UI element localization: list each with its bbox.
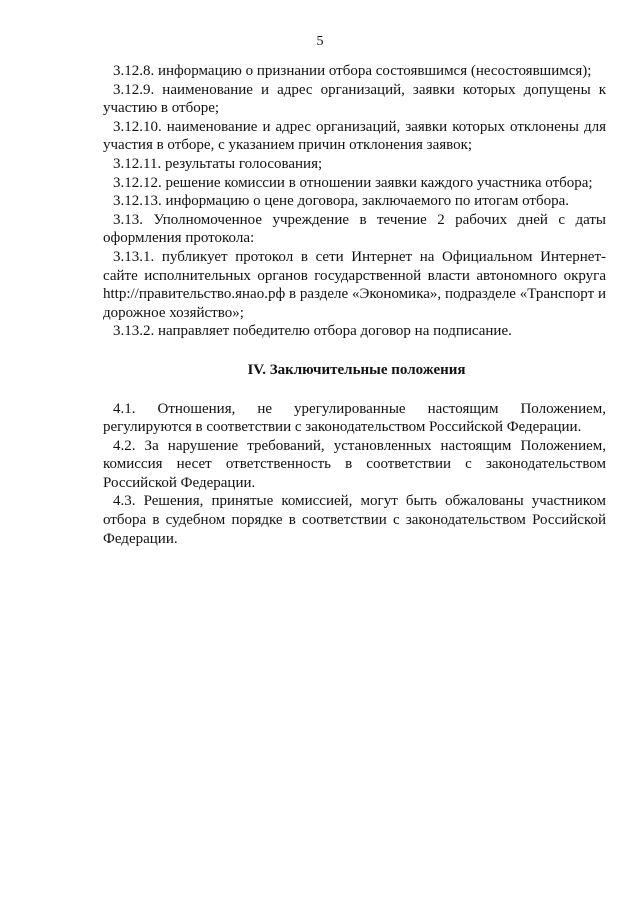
clause-3-12-12: 3.12.12. решение комиссии в отношении заявки каждого участника отбора; bbox=[113, 174, 593, 191]
clause-3-12-9: 3.12.9. наименование и адрес организаций, заявки которых допущены к участию в отборе; bbox=[103, 81, 606, 117]
clause-3-13-2: 3.13.2. направляет победителю отбора договор на подписание. bbox=[113, 323, 512, 340]
clause-4-3: 4.3. Решения, принятые комиссией, могут быть обжалованы участником отбора в судебном порядке в соответствии с законодательством Российской Федерации. bbox=[103, 493, 606, 547]
clause-3-13-1: 3.13.1. публикует протокол в сети Интернет на Официальном Интернет-сайте исполнительных органов государственной власти автономного округа http://правительство.янао.рф в разделе «Экономика», подразделе «Транспорт и дорожное хозяйство»; bbox=[103, 248, 606, 321]
page-number: 5 bbox=[316, 34, 324, 49]
clause-3-12-11: 3.12.11. результаты голосования; bbox=[113, 155, 323, 172]
clause-3-12-13: 3.12.13. информацию о цене договора, заключаемого по итогам отбора. bbox=[113, 193, 570, 210]
clause-4-2: 4.2. За нарушение требований, установленных настоящим Положением, комиссия несет ответственность в соответствии с законодательством Российской Федерации. bbox=[103, 437, 606, 491]
section-title: IV. Заключительные положения bbox=[247, 361, 466, 378]
clause-3-13: 3.13. Уполномоченное учреждение в течение 2 рабочих дней с даты оформления протокола: bbox=[103, 211, 606, 247]
clause-3-12-10: 3.12.10. наименование и адрес организаций, заявки которых отклонены для участия в отборе, с указанием причин отклонения заявок; bbox=[103, 118, 606, 154]
document-body bbox=[103, 62, 606, 548]
clause-4-1: 4.1. Отношения, не урегулированные настоящим Положением, регулируются в соответствии с законодательством Российской Федерации. bbox=[103, 400, 606, 436]
clause-3-12-8: 3.12.8. информацию о признании отбора состоявшимся (несостоявшимся); bbox=[113, 63, 592, 79]
